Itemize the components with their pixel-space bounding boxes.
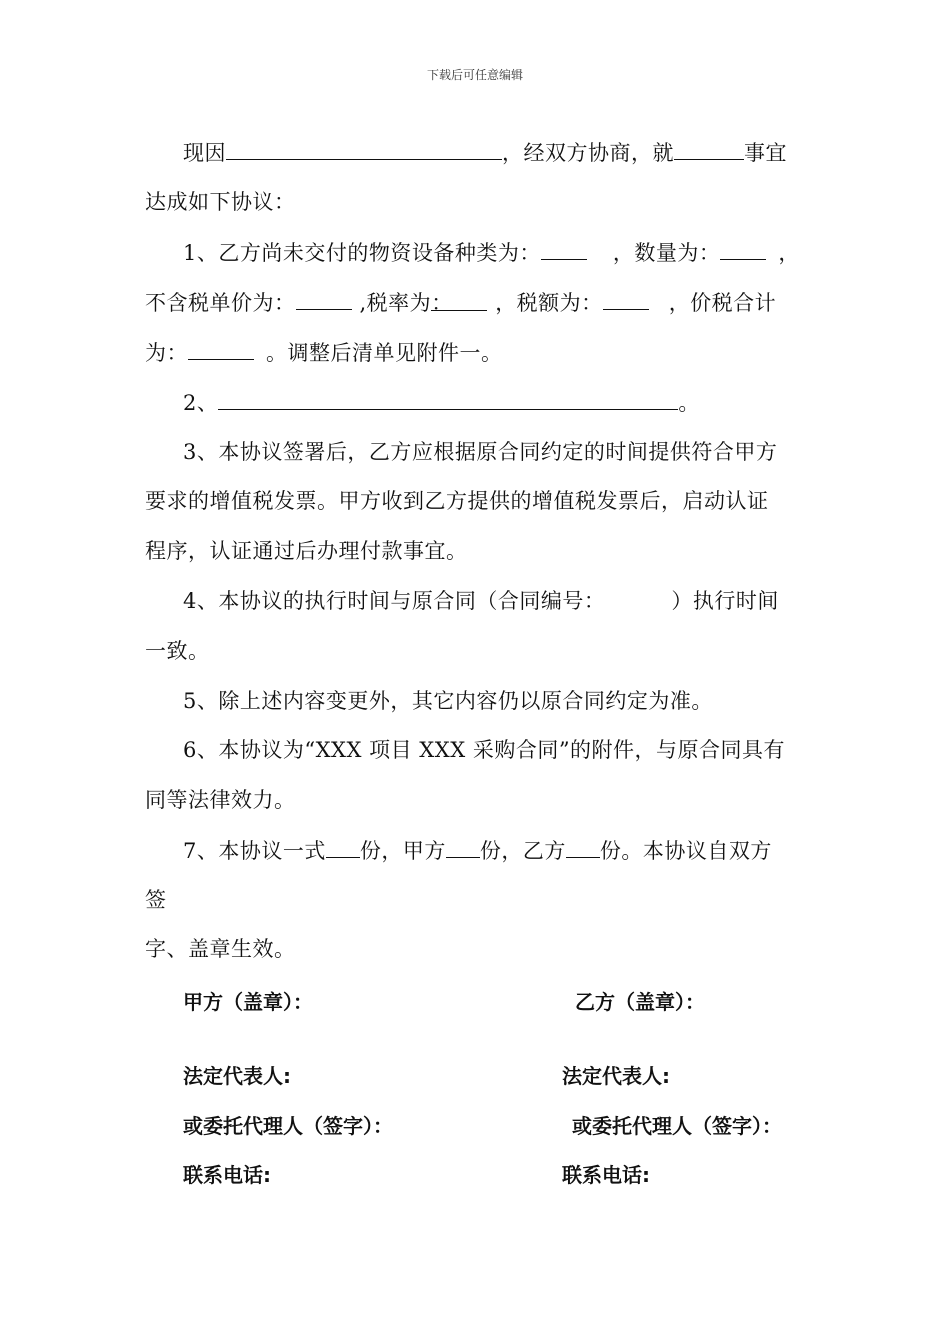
blank-clause-2[interactable] — [218, 387, 678, 410]
text: ）执行时间 — [671, 589, 779, 613]
party-a-seal-label: 甲方（盖章）： — [183, 990, 313, 1014]
party-a-representative-label: 法定代表人: — [183, 1064, 291, 1088]
text: 7、本协议一式 — [183, 839, 326, 863]
blank-quantity[interactable] — [720, 237, 766, 260]
text: 份，甲方 — [359, 839, 446, 863]
page-header: 下载后可任意编辑 — [426, 68, 523, 82]
text: ，税额为： — [495, 291, 603, 315]
text: ： — [431, 291, 453, 315]
clause-4-line1 — [183, 586, 779, 616]
blank-tax-rate[interactable] — [431, 288, 487, 315]
paragraph-intro-line2: 达成如下协议： — [145, 190, 296, 214]
clause-2 — [183, 387, 700, 418]
clause-1-line3 — [145, 337, 503, 368]
text: 不含税单价为： — [145, 291, 296, 315]
text: 份。本协议自双方 — [599, 839, 772, 863]
clause-6-line2: 同等法律效力。 — [145, 788, 296, 812]
text: 。 — [678, 391, 700, 415]
blank-copies-total[interactable] — [326, 835, 360, 858]
text: 为： — [145, 341, 188, 365]
clause-3-line1: 3、本协议签署后，乙方应根据原合同约定的时间提供符合甲方 — [183, 440, 778, 464]
clause-5: 5、除上述内容变更外，其它内容仍以原合同约定为准。 — [183, 689, 713, 713]
party-a-agent-label: 或委托代理人（签字）： — [183, 1114, 393, 1138]
text: 事宜 — [744, 141, 787, 165]
blank-unit-price[interactable] — [296, 287, 352, 310]
text: ,税率为 — [359, 291, 432, 315]
blank-tax-amount[interactable] — [603, 287, 649, 310]
clause-7-line1 — [183, 835, 772, 866]
blank-matter[interactable] — [674, 137, 744, 160]
text: 1、乙方尚未交付的物资设备种类为： — [183, 241, 541, 265]
clause-1-line1 — [183, 237, 800, 268]
text: ，数量为： — [612, 241, 721, 265]
blank-reason[interactable] — [226, 137, 502, 160]
clause-6-line1: 6、本协议为“XXX 项目 XXX 采购合同”的附件，与原合同具有 — [183, 738, 786, 762]
party-b-representative-label: 法定代表人: — [562, 1064, 670, 1088]
clause-7-line3: 字、盖章生效。 — [145, 937, 296, 961]
blank-copies-party-b[interactable] — [566, 835, 600, 858]
text: 4、本协议的执行时间与原合同（合同编号： — [183, 589, 606, 613]
text: 现因 — [183, 141, 226, 165]
clause-4-line2: 一致。 — [145, 639, 210, 663]
blank-equipment-type[interactable] — [541, 237, 587, 260]
text: ，价税合计 — [668, 291, 777, 315]
party-a-phone-label: 联系电话: — [183, 1163, 271, 1187]
clause-7-line2: 签 — [145, 888, 167, 912]
text: 2、 — [183, 391, 219, 415]
text: ，经双方协商，就 — [502, 141, 674, 165]
clause-3-line3: 程序，认证通过后办理付款事宜。 — [145, 539, 468, 563]
party-b-phone-label: 联系电话: — [562, 1163, 650, 1187]
blank-total-price[interactable] — [188, 337, 254, 360]
clause-1-line2 — [145, 287, 776, 318]
blank-copies-party-a[interactable] — [446, 835, 480, 858]
party-b-seal-label: 乙方（盖章）： — [575, 990, 705, 1014]
text: ， — [778, 241, 800, 265]
party-b-agent-label: 或委托代理人（签字）： — [572, 1114, 782, 1138]
paragraph-intro-line1 — [183, 137, 787, 168]
clause-3-line2: 要求的增值税发票。甲方收到乙方提供的增值税发票后，启动认证 — [145, 489, 769, 513]
text: 份，乙方 — [479, 839, 566, 863]
text: 。调整后清单见附件一。 — [266, 341, 503, 365]
